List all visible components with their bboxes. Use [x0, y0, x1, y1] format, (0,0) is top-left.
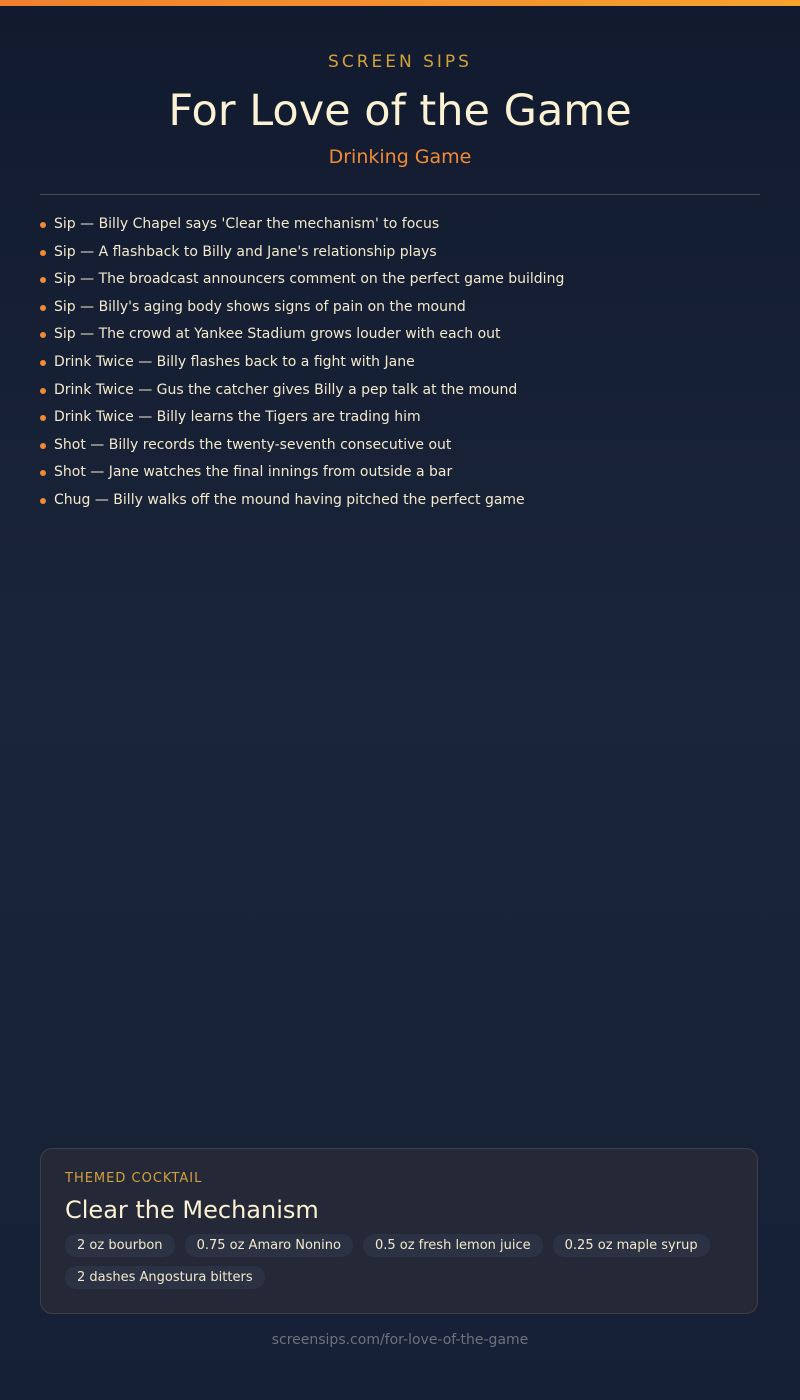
- bullet-icon: [40, 470, 46, 476]
- accent-bar: [0, 0, 800, 6]
- rule-item: [40, 349, 760, 377]
- rule-item: [40, 377, 760, 405]
- cocktail-card: [40, 1148, 758, 1314]
- rule-text: Drink Twice — Gus the catcher gives Billy a pep talk at the mound: [54, 381, 518, 398]
- bullet-icon: [40, 305, 46, 311]
- rule-text: Sip — A flashback to Billy and Jane's relationship plays: [54, 243, 437, 260]
- rule-text: Shot — Jane watches the final innings from outside a bar: [54, 464, 453, 481]
- brand-label: SCREEN SIPS: [328, 52, 472, 72]
- rules-list: [40, 211, 760, 515]
- rule-item: [40, 266, 760, 294]
- rule-item: [40, 432, 760, 460]
- rule-item: [40, 239, 760, 267]
- page-title: For Love of the Game: [168, 86, 632, 136]
- ingredient-chip: 2 oz bourbon: [65, 1234, 175, 1257]
- ingredient-chip: 0.5 oz fresh lemon juice: [363, 1234, 543, 1257]
- bullet-icon: [40, 388, 46, 394]
- bullet-icon: [40, 277, 46, 283]
- rule-text: Sip — Billy Chapel says 'Clear the mechanism' to focus: [54, 216, 440, 232]
- rule-text: Drink Twice — Billy flashes back to a fight with Jane: [54, 353, 415, 370]
- divider: [40, 194, 760, 195]
- cocktail-name: Clear the Mechanism: [65, 1196, 319, 1224]
- rule-text: Sip — The broadcast announcers comment on the perfect game building: [54, 271, 565, 288]
- rule-text: Chug — Billy walks off the mound having pitched the perfect game: [54, 491, 525, 508]
- ingredient-chip: 0.75 oz Amaro Nonino: [185, 1234, 353, 1257]
- rule-item: [40, 294, 760, 322]
- bullet-icon: [40, 250, 46, 256]
- rule-item: [40, 487, 760, 515]
- rule-item: [40, 211, 760, 239]
- bullet-icon: [40, 222, 46, 228]
- bullet-icon: [40, 498, 46, 504]
- ingredient-chip: 0.25 oz maple syrup: [553, 1234, 710, 1257]
- bullet-icon: [40, 443, 46, 449]
- rule-item: [40, 404, 760, 432]
- ingredient-list: [65, 1234, 733, 1289]
- ingredient-chip: 2 dashes Angostura bitters: [65, 1266, 265, 1289]
- rule-text: Shot — Billy records the twenty-seventh consecutive out: [54, 436, 452, 453]
- cocktail-label: THEMED COCKTAIL: [65, 1171, 203, 1186]
- bullet-icon: [40, 415, 46, 421]
- page-subtitle: Drinking Game: [328, 146, 472, 168]
- rule-text: Sip — Billy's aging body shows signs of pain on the mound: [54, 298, 466, 315]
- footer-url[interactable]: screensips.com/for-love-of-the-game: [271, 1332, 529, 1348]
- bullet-icon: [40, 332, 46, 338]
- rule-item: [40, 321, 760, 349]
- rule-text: Sip — The crowd at Yankee Stadium grows louder with each out: [54, 326, 501, 343]
- rule-item: [40, 459, 760, 487]
- rule-text: Drink Twice — Billy learns the Tigers are trading him: [54, 409, 421, 426]
- bullet-icon: [40, 360, 46, 366]
